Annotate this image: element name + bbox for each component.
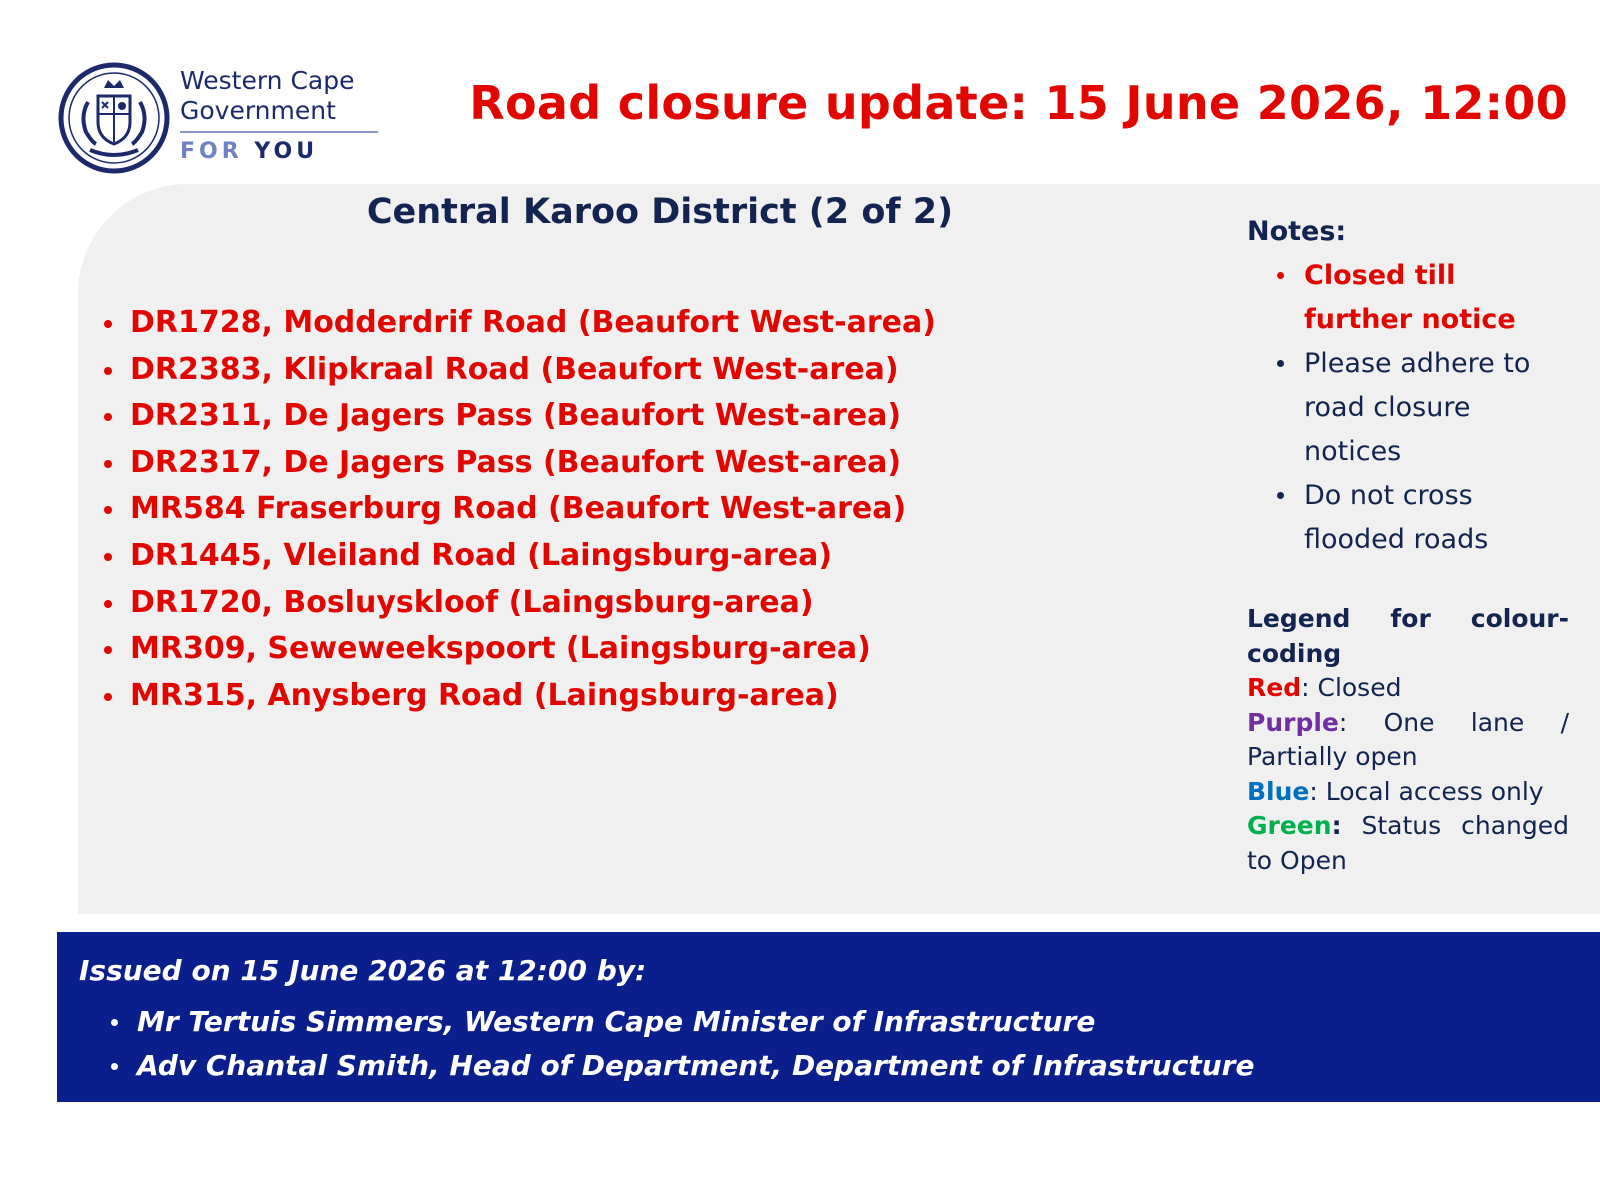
logo-tag-for: FOR: [180, 139, 243, 164]
road-closure-list: [100, 300, 936, 719]
logo-line-1: Western Cape: [180, 66, 355, 95]
road-closure-item: MR309, Seweweekspoort (Laingsburg-area): [100, 626, 936, 673]
issuer-item: Adv Chantal Smith, Head of Department, Department of Infrastructure: [109, 1044, 1254, 1088]
legend-text-blue: Local access only: [1325, 776, 1544, 806]
logo-tagline: [180, 139, 378, 164]
legend-entry-red: Red: Closed: [1247, 673, 1402, 702]
legend-key-red: Red: [1247, 673, 1302, 702]
logo-wordmark: [180, 66, 378, 164]
legend-key-green: Green: [1247, 811, 1332, 840]
legend-title: Legend for colour-coding: [1247, 604, 1569, 668]
district-title: Central Karoo District (2 of 2): [366, 192, 954, 232]
road-closure-item: DR1445, Vleiland Road (Laingsburg-area): [100, 533, 936, 580]
western-cape-government-logo: [58, 60, 388, 175]
page-title: Road closure update: 15 June 2026, 12:00: [469, 76, 1568, 130]
road-closure-item: DR2311, De Jagers Pass (Beaufort West-area): [100, 393, 936, 440]
notes-title: Notes:: [1247, 216, 1347, 247]
issuer-item: Mr Tertuis Simmers, Western Cape Minister of Infrastructure: [109, 1000, 1254, 1044]
road-closure-item: DR2383, Klipkraal Road (Beaufort West-area): [100, 347, 936, 394]
colour-legend: [1247, 602, 1569, 878]
notes-list: [1247, 254, 1567, 562]
legend-entry-green: Green: Status changed to Open: [1247, 811, 1569, 875]
logo-line-2: Government: [180, 96, 336, 125]
note-item: Please adhere to road closure notices: [1247, 342, 1567, 474]
footer-heading: Issued on 15 June 2026 at 12:00 by:: [79, 954, 647, 987]
legend-key-purple: Purple: [1247, 707, 1339, 737]
legend-text-purple: One lane / Partially open: [1247, 707, 1569, 771]
legend-text-red: Closed: [1317, 673, 1402, 702]
road-closure-item: MR315, Anysberg Road (Laingsburg-area): [100, 673, 936, 720]
road-closure-item: DR1720, Bosluyskloof (Laingsburg-area): [100, 580, 936, 627]
logo-divider: [180, 131, 378, 133]
coat-of-arms-icon: [58, 62, 170, 174]
issued-by-footer: [57, 932, 1600, 1102]
legend-key-blue: Blue: [1247, 776, 1310, 806]
legend-text-green: Status changed to Open: [1247, 811, 1569, 875]
logo-tag-you: YOU: [254, 139, 319, 164]
note-item: Do not cross flooded roads: [1247, 474, 1567, 562]
legend-entry-purple: Purple: One lane / Partially open: [1247, 707, 1569, 771]
road-closure-item: DR2317, De Jagers Pass (Beaufort West-area): [100, 440, 936, 487]
issuer-list: [109, 1000, 1254, 1088]
note-item: Closed till further notice: [1247, 254, 1567, 342]
road-closure-item: MR584 Fraserburg Road (Beaufort West-area): [100, 486, 936, 533]
notes-section: [1247, 210, 1567, 562]
legend-entry-blue: Blue: Local access only: [1247, 776, 1544, 806]
road-closure-item: DR1728, Modderdrif Road (Beaufort West-area): [100, 300, 936, 347]
